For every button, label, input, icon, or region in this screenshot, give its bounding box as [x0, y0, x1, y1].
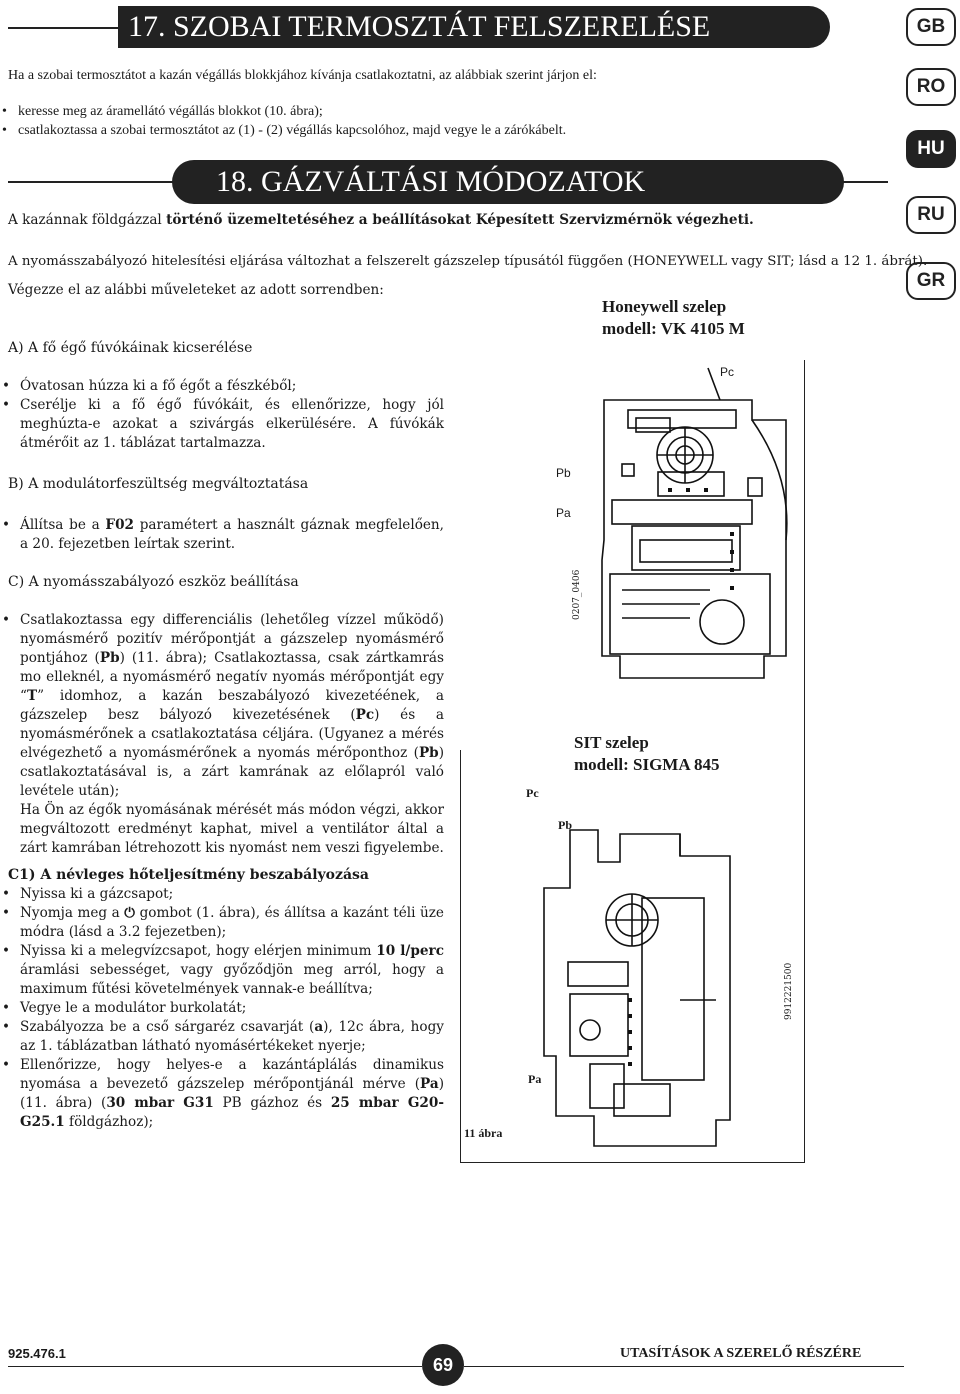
- subsection-c-heading: C) A nyomásszabályozó eszköz beállítása: [8, 574, 299, 590]
- label-pb-bottom: Pb: [558, 818, 573, 832]
- section-17-intro: Ha a szobai termosztátot a kazán végállás blokkjához kívánja csatlakoztatni, az alábbiak szerint járjon el:: [8, 68, 597, 83]
- subsection-b-bullets: [0, 516, 444, 554]
- section-17-title: 17. SZOBAI TERMOSZTÁT FELSZERELÉSE: [118, 6, 830, 48]
- footer-rule: [8, 1366, 422, 1367]
- title-rule-left: [8, 27, 120, 29]
- figure-frame-left: [460, 750, 461, 1162]
- list-item: • Csatlakoztassa egy differenciális (lehetőleg vízzel működő) nyomásmérő pozitív mérőpontját a gázszelep nyomásmérő pontjához (Pb) (11. ábra); Csatlakoztassa, csak zártkamrás mo elleknél, a nyomásmérő negatív nyomás mérőpontját egy “T” idomhoz, a kazán beszabályozó kivezetéének, a gázszelep besz bályozó kivezetésének (Pc) és a nyomásmérőnek a csatlakoztatása céljára. (Ugyanez a mérés elvégezhető a nyomásmérőnek a nyomás mérőponthoz (Pb) csatlakoztatásával is, a zárt kamrának az előlapról való levétele után); Ha Ön az égők nyomásának mérését más módon végzi, akkor megváltozott eredményt kaphat, mivel a ventilátor által a zárt kamrában létrehozott kis nyomást nem veszi figyelembe.: [0, 611, 444, 858]
- list-item: • Cserélje ki a fő égő fúvókáit, és ellenőrizze, hogy jól meghúzta-e azokat a szivárgás elkerülésére. A fúvókák átmérőit az 1. táblázat tartalmazza.: [0, 396, 444, 453]
- subsection-c1-bullets: [0, 885, 444, 1132]
- figure-code-bottom: 9912221500: [784, 962, 794, 1020]
- page-number: 69: [422, 1344, 464, 1386]
- section-18-title: 18. GÁZVÁLTÁSI MÓDOZATOK: [172, 160, 844, 204]
- label-pa-top: Pa: [556, 506, 571, 520]
- honeywell-valve-drawing: [540, 360, 810, 710]
- list-item: • Állítsa be a F02 paramétert a használt gáznak megfelelően, a 20. fejezetben leírtak szerint.: [0, 516, 444, 554]
- figure-label: 11 ábra: [464, 1126, 503, 1140]
- list-item: • Nyissa ki a gázcsapot;: [0, 885, 444, 904]
- list-item: • Ellenőrizze, hogy helyes-e a kazántáplálás dinamikus nyomása a bevezető gázszelep mérőpontjánál mérve (Pa) (11. ábra) (30 mbar G31 PB gázhoz és 25 mbar G20-G25.1 földgázhoz);: [0, 1056, 444, 1132]
- footer-rule: [464, 1366, 904, 1367]
- sit-valve-drawing: [530, 800, 780, 1170]
- label-pb-top: Pb: [556, 466, 571, 480]
- document-code: 925.476.1: [8, 1346, 66, 1361]
- list-item: • Vegye le a modulátor burkolatát;: [0, 999, 444, 1018]
- label-pc-top: Pc: [720, 365, 735, 379]
- section-18-line2: A nyomásszabályozó hitelesítési eljárása változhat a felszerelt gázszelep típusától függően (HONEYWELL vagy SIT; lásd a 12 1. ábrát).: [8, 254, 928, 269]
- figure-frame-bottom: [460, 1162, 804, 1163]
- language-badge-gb: GB: [906, 8, 956, 46]
- subsection-c1-heading: C1) A névleges hőteljesítmény beszabályozása: [8, 867, 369, 883]
- honeywell-caption: Honeywell szelep modell: VK 4105 M: [602, 297, 745, 338]
- figure-frame-right: [804, 360, 805, 1163]
- section-18-line3: Végezze el az alábbi műveleteket az adott sorrendben:: [8, 282, 384, 298]
- list-item: • Nyomja meg a ⏻ gombot (1. ábra), és állítsa a kazánt téli üze módra (lásd a 3.2 fejezetben);: [0, 904, 444, 942]
- title-rule-right: [840, 181, 888, 183]
- subsection-a-bullets: [0, 377, 444, 453]
- language-badge-ru: RU: [906, 196, 956, 234]
- list-item: • Szabályozza be a cső sárgaréz csavarját (a), 12c ábra, hogy az 1. táblázatban látható nyomásértékeket nyerje;: [0, 1018, 444, 1056]
- subsection-a-heading: A) A fő égő fúvókáinak kicserélése: [8, 340, 253, 356]
- language-badge-hu: HU: [906, 130, 956, 168]
- section-18-line1: A kazánnak földgázzal történő üzemeltetéséhez a beállításokat Képesített Szervizmérnök végezheti.: [8, 212, 754, 228]
- language-badge-ro: RO: [906, 68, 956, 106]
- sit-caption: SIT szelep modell: SIGMA 845: [574, 733, 720, 774]
- section-17-bullets: [0, 102, 860, 140]
- list-item: • Óvatosan húzza ki a fő égőt a fészkéből;: [0, 377, 444, 396]
- subsection-c-bullets: [0, 611, 444, 858]
- figure-code-top: 0207_0406: [572, 569, 582, 620]
- label-pa-bottom: Pa: [528, 1072, 542, 1086]
- list-item: • Nyissa ki a melegvízcsapot, hogy elérjen minimum 10 l/perc áramlási sebességet, vagy győződjön meg arról, hogy a maximum fűtési követelmények vannak-e beállítva;: [0, 942, 444, 999]
- list-item: • keresse meg az áramellátó végállás blokkot (10. ábra);: [0, 102, 860, 121]
- subsection-b-heading: B) A modulátorfeszültség megváltoztatása: [8, 476, 309, 492]
- title-rule-left: [8, 181, 178, 183]
- language-badge-gr: GR: [906, 262, 956, 300]
- footer-title: UTASÍTÁSOK A SZERELŐ RÉSZÉRE: [620, 1346, 862, 1361]
- list-item: • csatlakoztassa a szobai termosztátot az (1) - (2) végállás kapcsolóhoz, majd vegye le a zárókábelt.: [0, 121, 860, 140]
- label-pc-bottom: Pc: [526, 786, 539, 800]
